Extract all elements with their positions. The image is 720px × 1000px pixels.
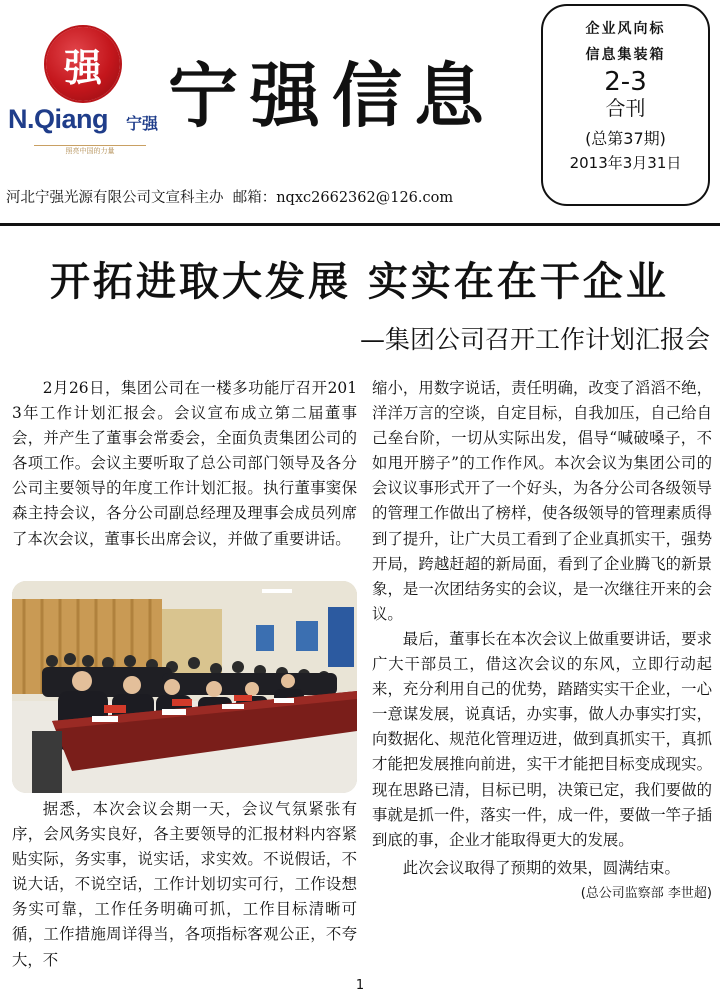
article-subheadline: —集团公司召开工作计划汇报会 — [360, 325, 711, 354]
meeting-photo-illustration — [12, 581, 357, 793]
article-column-left-bottom — [12, 797, 357, 973]
email-address: nqxc2662362@126.com — [276, 190, 454, 206]
company-logo-wordmark: N.Qiang — [8, 104, 109, 134]
issue-tagline-2: 信息集装箱 — [585, 47, 666, 63]
article-paragraph-4: 此次会议取得了预期的效果，圆满结束。 — [402, 858, 680, 877]
logo-slogan: 照亮中国的力量 — [65, 147, 115, 155]
publisher-line — [6, 186, 453, 207]
company-logo-cn: 宁强 — [126, 114, 159, 133]
issue-date: 2013年3月31日 — [569, 154, 682, 172]
article-column-left-top — [12, 376, 357, 552]
issue-number: 2-3 — [604, 67, 647, 97]
article-byline: (总公司监察部 李世超) — [580, 885, 712, 901]
article-column-right — [372, 376, 712, 906]
issue-tagline-1: 企业风向标 — [585, 21, 666, 37]
issue-total: (总第37期) — [585, 129, 666, 148]
email-label: 邮箱： — [232, 190, 277, 206]
article-headline: 开拓进取大发展 实实在在干企业 — [50, 258, 669, 305]
meeting-photo — [12, 581, 357, 793]
company-logo-emblem: 强 — [46, 27, 120, 101]
issue-info-box — [541, 4, 710, 206]
article-paragraph-3: 最后，董事长在本次会议上做重要讲话，要求广大干部员工，借这次会议的东风，立即行动起来，充分利用自己的优势，踏踏实实干企业，一心一意谋发展，说真话，办实事，做人办事实打实，向数据化、规范化管理迈进，做到真抓实干，真抓才能把发展推向前进，实干才能把目标变成现实。现在思路已清，目标已明，决策已定，我们要做的事就是抓一件，落实一件，成一件，要做一竿子插到底的事，企业才能取得更大的发展。 — [372, 629, 712, 849]
publisher-name: 河北宁强光源有限公司文宣科主办 — [6, 190, 224, 206]
page-number: 1 — [355, 978, 365, 993]
newsletter-title: 宁强信息 — [168, 54, 496, 137]
article-paragraph-2-continued: 缩小，用数字说话，责任明确，改变了滔滔不绝，洋洋万言的空谈，自定目标，自我加压，自己给自己垒台阶，一切从实际出发，倡导“喊破嗓子，不如甩开膀子”的工作作风。本次会议为集团公司的会议议事形式开了一个好头，为各分公司各级领导的管理工作做出了榜样，使各级领导的管理素质得到了提升，让广大员工看到了企业真抓实干，强势开局，跨越赶超的新局面，看到了企业腾飞的新景象，是一次团结务实的会议，是一次继往开来的会议。 — [372, 379, 712, 623]
article-paragraph-1: 2月26日，集团公司在一楼多功能厅召开2013年工作计划汇报会。会议宣布成立第二届董事会，并产生了董事会常委会，全面负责集团公司的各项工作。会议主要听取了总公司部门领导及各分公司主要领导的年度工作计划汇报。执行董事窦保森主持会议，各分公司副总经理及理事会成员列席了本次会议，董事长出席会议，并做了重要讲话。 — [12, 379, 357, 548]
masthead-rule — [0, 223, 720, 226]
article-paragraph-2: 据悉，本次会议会期一天，会议气氛紧张有序，会风务实良好，各主要领导的汇报材料内容紧贴实际，务实事，说实话，求实效。不说假话，不说大话，不说空话，工作计划切实可行，工作设想务实可靠，工作任务明确可抓，工作目标清晰可循，工作措施周详得当，各项指标客观公正，不夸大，不 — [12, 800, 357, 969]
issue-type: 合刊 — [605, 96, 646, 120]
